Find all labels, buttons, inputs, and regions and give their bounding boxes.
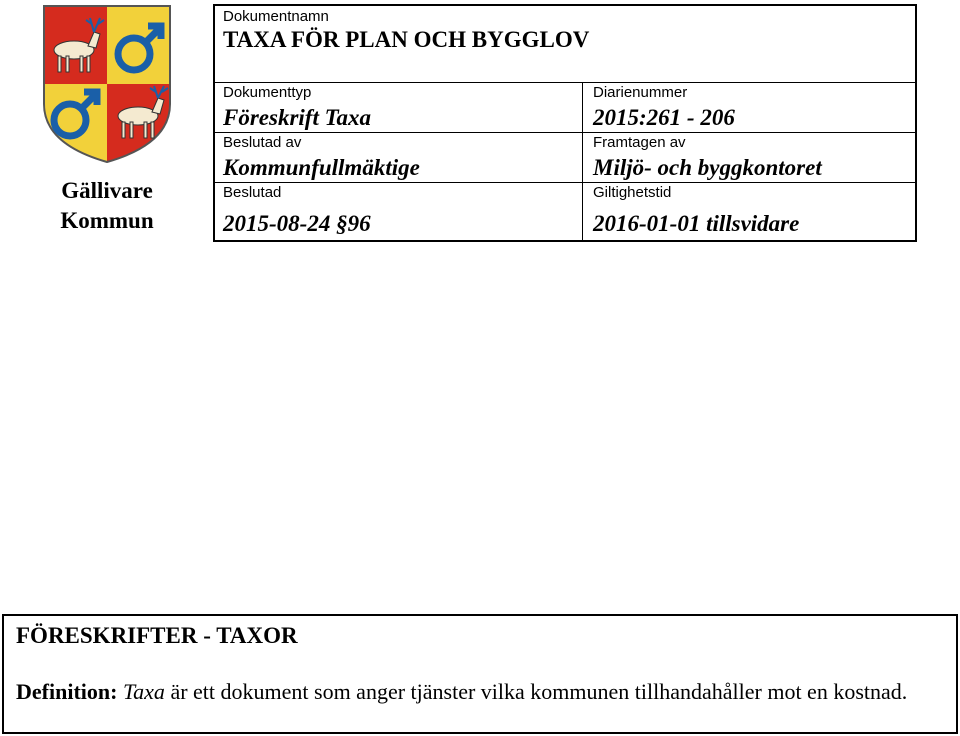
decided-by-label: Beslutad av <box>223 134 302 151</box>
definition-term: Taxa <box>122 679 165 704</box>
prepared-by-value: Miljö- och byggkontoret <box>593 155 822 180</box>
document-name-label: Dokumentnamn <box>223 8 329 25</box>
definition-text: är ett dokument som anger tjänster vilka kommunen tillhandahåller mot en kostnad. <box>164 679 908 704</box>
section-title: FÖRESKRIFTER - TAXOR <box>16 623 298 648</box>
coat-of-arms-logo <box>40 4 174 164</box>
definition-box <box>2 614 958 734</box>
validity-value: 2016-01-01 tillsvidare <box>593 211 800 236</box>
definition-label: Definition: <box>16 679 118 704</box>
document-type-label: Dokumenttyp <box>223 84 312 101</box>
organization-name-line2: Kommun <box>60 208 154 233</box>
decided-value: 2015-08-24 §96 <box>223 211 371 236</box>
document-name-value: TAXA FÖR PLAN OCH BYGGLOV <box>223 27 590 52</box>
organization-name-line1: Gällivare <box>61 178 153 203</box>
registration-number-value: 2015:261 - 206 <box>593 105 735 130</box>
prepared-by-label: Framtagen av <box>593 134 686 151</box>
document-header-table <box>213 4 917 242</box>
document-type-value: Föreskrift Taxa <box>223 105 372 130</box>
registration-number-label: Diarienummer <box>593 84 688 101</box>
validity-label: Giltighetstid <box>593 184 672 201</box>
definition-paragraph <box>16 678 946 706</box>
decided-by-value: Kommunfullmäktige <box>223 155 420 180</box>
decided-label: Beslutad <box>223 184 282 201</box>
organization-name <box>40 176 174 236</box>
